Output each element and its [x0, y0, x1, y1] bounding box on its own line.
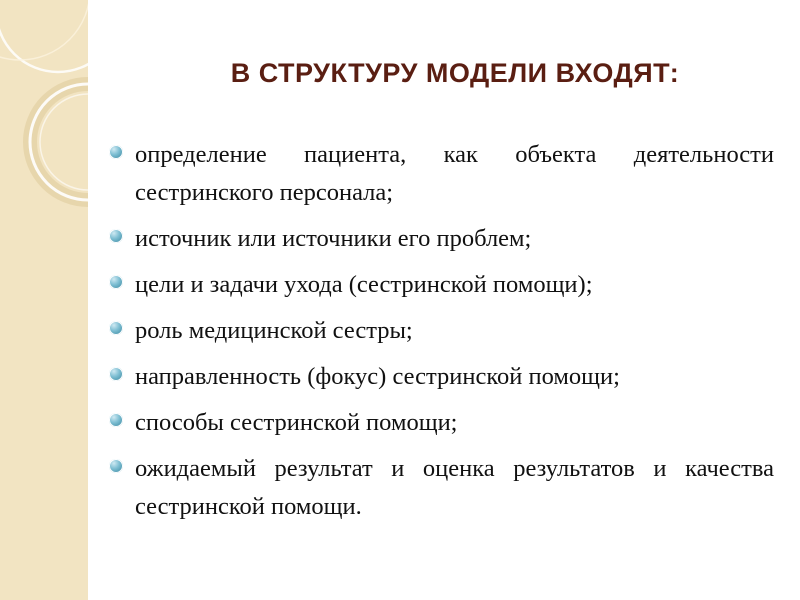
list-item-text: направленность (фокус) сестринской помощи; [135, 363, 620, 390]
bullet-dot-icon [109, 145, 123, 159]
side-panel-divider [88, 0, 92, 600]
bullet-dot-icon [109, 367, 123, 381]
bullet-dot-icon [109, 413, 123, 427]
list-item-text: роль медицинской сестры; [135, 317, 413, 344]
list-item-text: цели и задачи ухода (сестринской помощи); [135, 271, 593, 298]
list-item [108, 404, 774, 442]
decorative-side-panel [0, 0, 88, 600]
bullet-dot-icon [109, 321, 123, 335]
list-item-text: ожидаемый результат и оценка результатов и качества сестринской помощи. [135, 455, 774, 520]
list-item-text: источник или источники его проблем; [135, 225, 532, 252]
list-item [108, 312, 774, 350]
list-item [108, 220, 774, 258]
decorative-circles-graphic [0, 0, 88, 600]
list-item [108, 450, 774, 526]
list-item [108, 266, 774, 304]
slide-title: В СТРУКТУРУ МОДЕЛИ ВХОДЯТ: [230, 58, 680, 88]
list-item [108, 136, 774, 212]
bullet-dot-icon [109, 229, 123, 243]
list-item-text: способы сестринской помощи; [135, 409, 458, 436]
bullet-list [108, 136, 774, 534]
list-item-text: определение пациента, как объекта деятельности сестринского персонала; [135, 141, 774, 206]
bullet-dot-icon [109, 459, 123, 473]
bullet-dot-icon [109, 275, 123, 289]
list-item [108, 358, 774, 396]
